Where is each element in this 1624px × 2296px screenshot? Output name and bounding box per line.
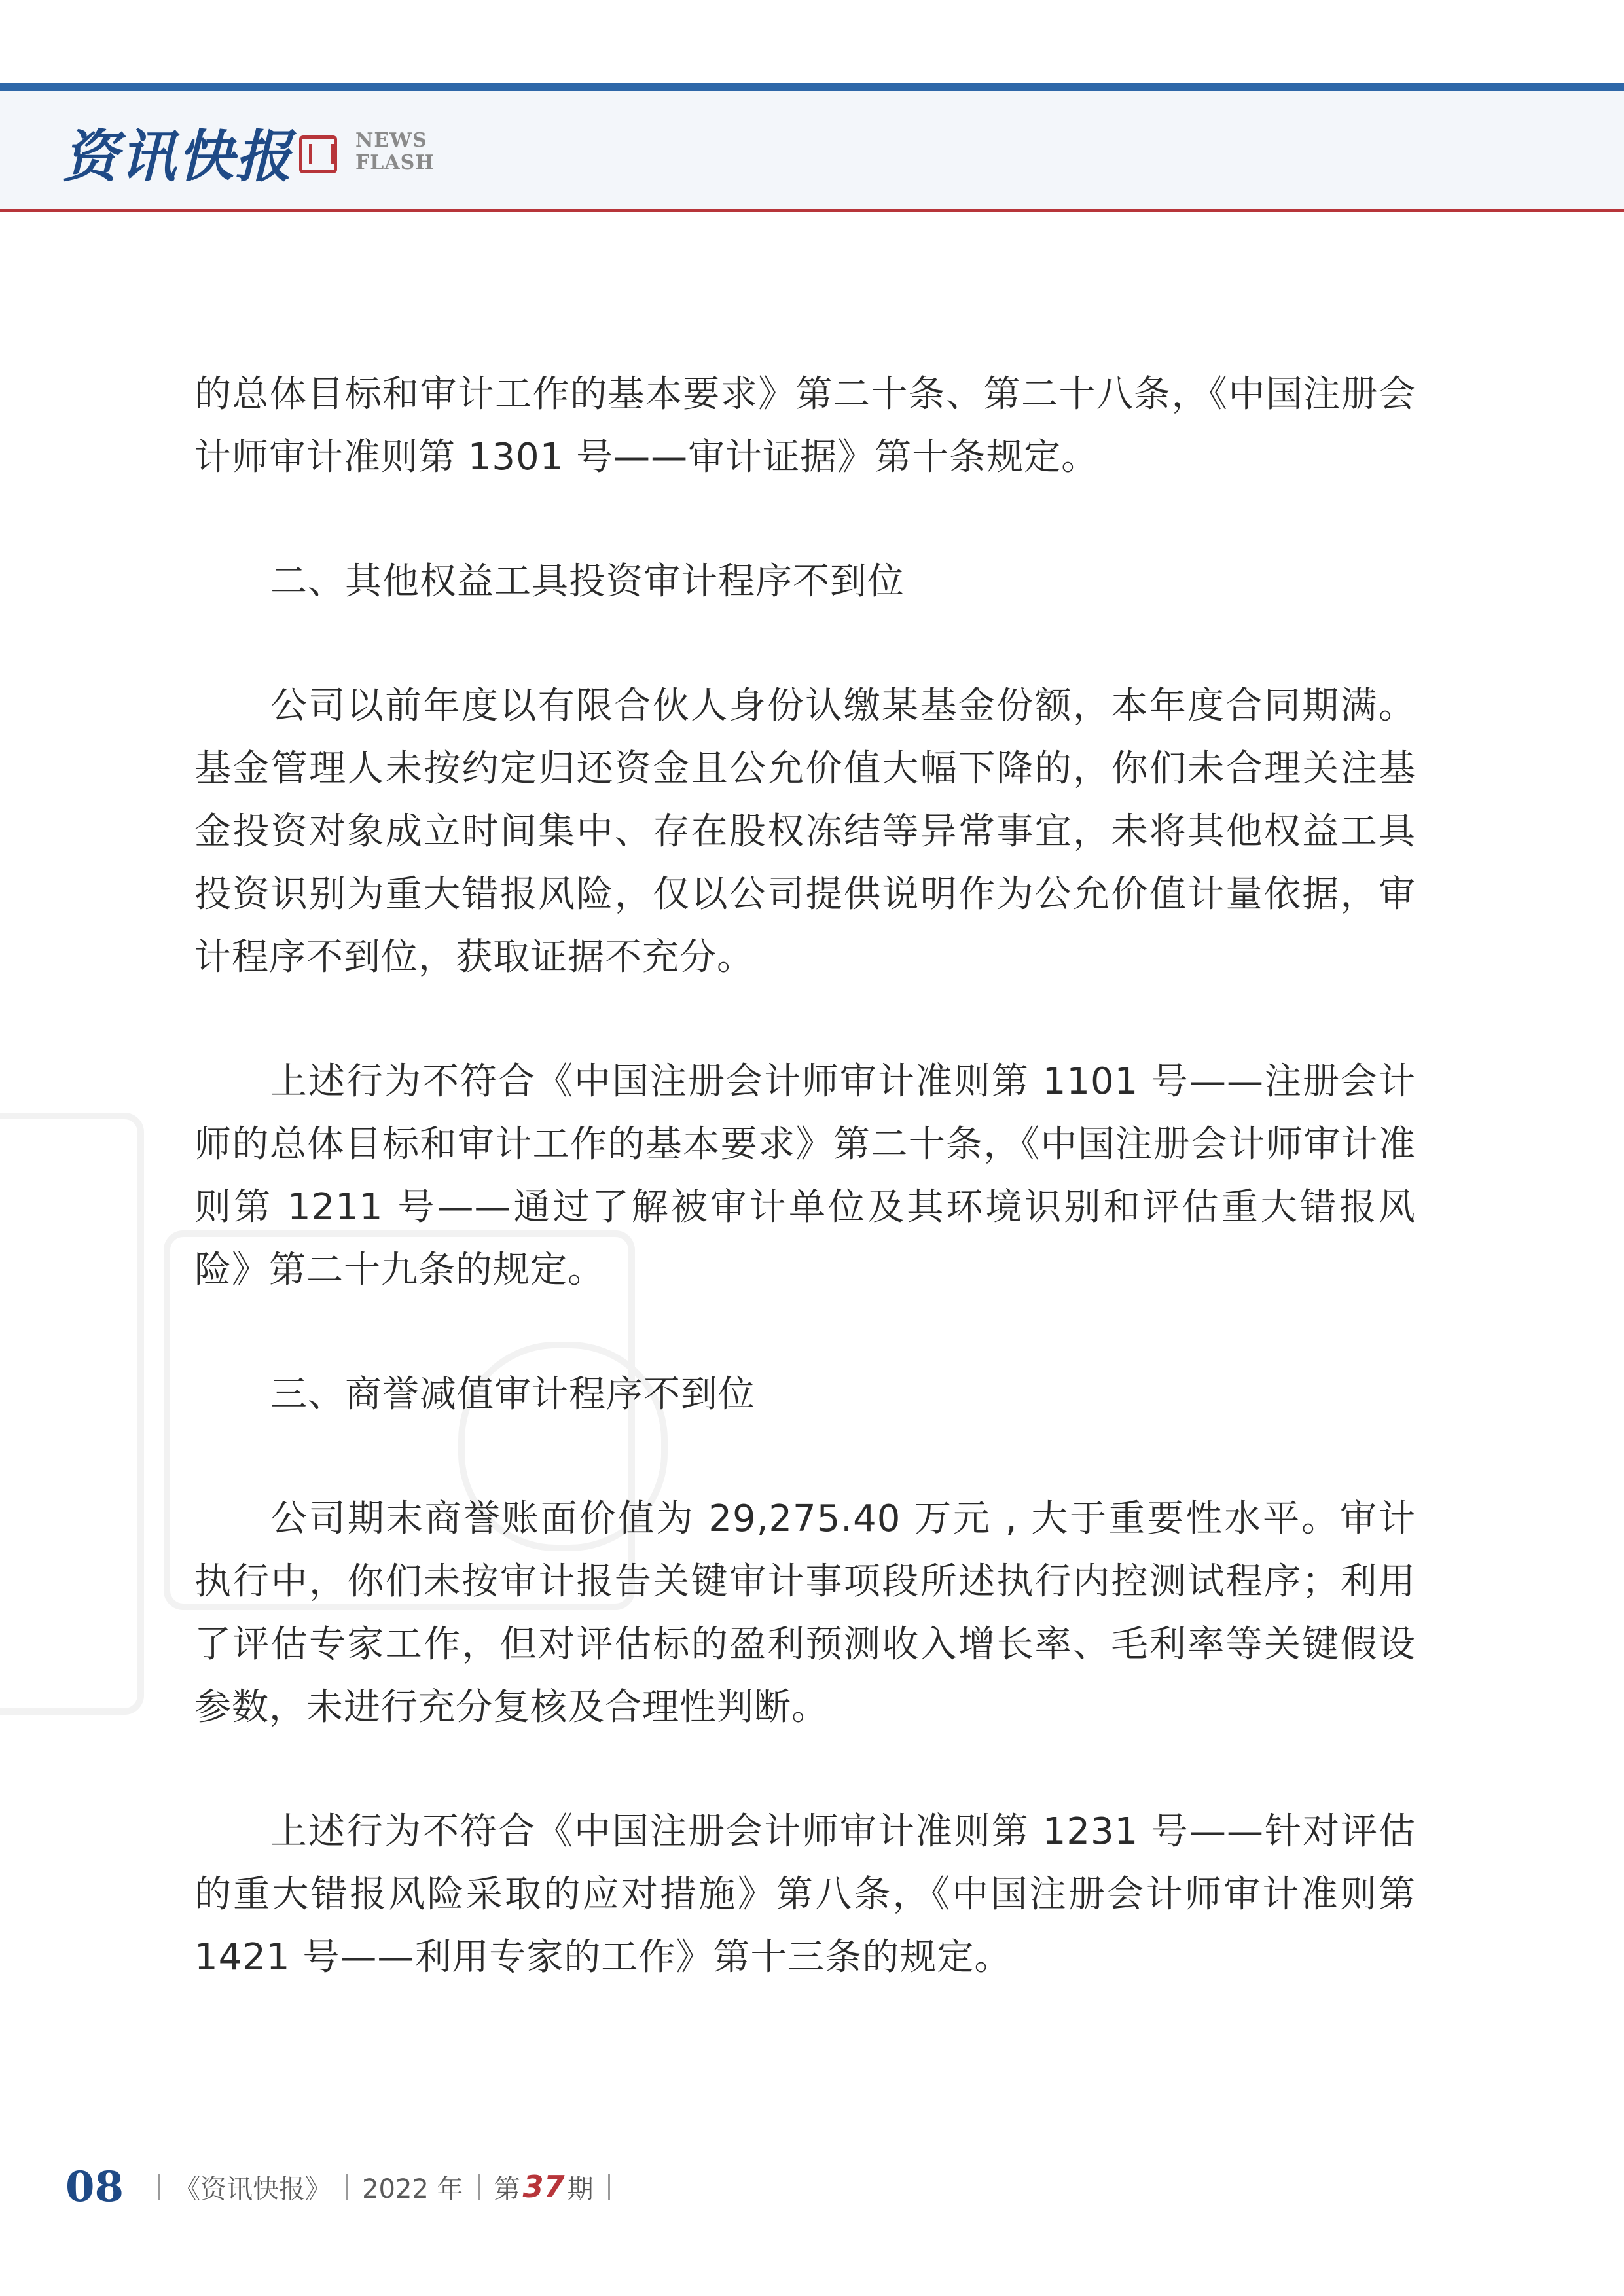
footer-separator [608, 2174, 610, 2200]
paragraph-finding-2: 公司以前年度以有限合伙人身份认缴某基金份额，本年度合同期满。基金管理人未按约定归还资金且公允价值大幅下降的，你们未合理关注基金投资对象成立时间集中、存在股权冻结等异常事宜，未将其他权益工具投资识别为重大错报风险，仅以公司提供说明作为公允价值计量依据，审计程序不到位，获取证据不充分。 [194, 685, 1416, 978]
masthead-title: 资讯快报 [62, 124, 293, 190]
section-heading-3: 三、商誉减值审计程序不到位 [270, 1373, 755, 1416]
watermark-edge [0, 1113, 144, 1715]
page-number: 08 [65, 2162, 124, 2212]
footer-separator [346, 2174, 348, 2200]
section-heading-2: 二、其他权益工具投资审计程序不到位 [270, 560, 905, 603]
issue-suffix: 期 [567, 2174, 594, 2204]
paragraph-violation-2: 上述行为不符合《中国注册会计师审计准则第 1101 号——注册会计师的总体目标和审计工作的基本要求》第二十条，《中国注册会计师审计准则第 1211 号——通过了解被审计单位及其环境识别和评估重大错报风险》第二十九条的规定。 [194, 1060, 1416, 1291]
footer-separator [158, 2174, 160, 2200]
issue-prefix: 第 [494, 2174, 520, 2204]
masthead-english-line1: NEWS [355, 129, 427, 152]
page-footer [65, 2157, 624, 2216]
header-divider [0, 209, 1624, 212]
masthead-english-line2: FLASH [355, 151, 435, 174]
issue-number: 37 [522, 2169, 565, 2204]
footer-separator [478, 2174, 480, 2200]
paragraph-finding-3: 公司期末商誉账面价值为 29,275.40 万元 , 大于重要性水平。审计执行中，你们未按审计报告关键审计事项段所述执行内控测试程序；利用了评估专家工作，但对评估标的盈利预测收入增长率、毛利率等关键假设参数，未进行充分复核及合理性判断。 [194, 1498, 1416, 1729]
header-top-stripe [0, 83, 1624, 91]
publication-name: 《资讯快报》 [174, 2174, 332, 2204]
masthead-english [355, 130, 435, 174]
masthead-logo [62, 113, 435, 191]
seal-icon [299, 135, 337, 173]
issue-year: 2022 年 [362, 2174, 463, 2204]
paragraph-violation-3: 上述行为不符合《中国注册会计师审计准则第 1231 号——针对评估的重大错报风险采取的应对措施》第八条，《中国注册会计师审计准则第 1421 号——利用专家的工作》第十三条的规定。 [194, 1810, 1416, 1979]
paragraph-continued: 的总体目标和审计工作的基本要求》第二十条、第二十八条，《中国注册会计师审计准则第 1301 号——审计证据》第十条规定。 [194, 373, 1416, 478]
article-body [194, 363, 1416, 1989]
